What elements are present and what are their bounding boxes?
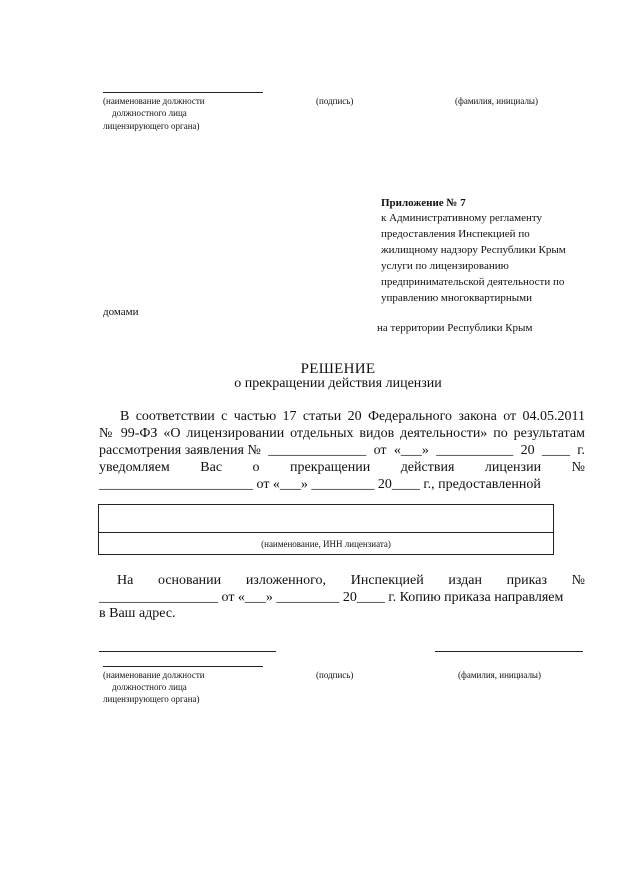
p1-line-2: № 99-ФЗ «О лицензировании отдельных видов деятельности» по результатам	[99, 426, 585, 441]
licensee-box	[98, 504, 554, 555]
p2-line-2: _________________ от «___» _________ 20____ г. Копию приказа направляем	[99, 590, 564, 605]
top-position-line	[103, 92, 263, 93]
p1-line-3-part: от	[373, 443, 387, 458]
p2-line-1-word: издан	[448, 573, 482, 588]
top-position-label-2: должностного лица	[112, 108, 187, 118]
p2-line-1-word: Инспекцией	[350, 573, 424, 588]
p2-line-1-word: основании	[157, 573, 222, 588]
p2-line-1-word: изложенного,	[245, 573, 327, 588]
p2-line-1-word: приказ	[506, 573, 547, 588]
p2-line-1	[117, 572, 585, 589]
document-title: РЕШЕНИЕ	[300, 361, 376, 377]
appendix-line-2: предоставления Инспекцией по	[381, 228, 530, 240]
bottom-position-label-3: лицензирующего органа)	[103, 694, 200, 704]
bottom-signature-line-left	[99, 651, 276, 652]
bottom-signature-line-right	[435, 651, 583, 652]
appendix-stray-word: домами	[103, 306, 139, 318]
p1-line-4-word: прекращении	[290, 460, 371, 475]
p2-line-3: в Ваш адрес.	[99, 606, 176, 621]
p1-line-3-part: ______________	[268, 443, 367, 458]
p2-line-1-word: На	[117, 573, 134, 588]
p1-line-4-word: о	[252, 460, 260, 475]
licensee-box-divider	[99, 532, 553, 533]
p1-line-1: В соответствии с частью 17 статьи 20 Федерального закона от 04.05.2011	[120, 409, 585, 424]
p1-line-3-part: ___________	[436, 443, 514, 458]
top-position-label-3: лицензирующего органа)	[103, 121, 200, 131]
bottom-name-label: (фамилия, инициалы)	[458, 670, 541, 680]
bottom-position-label-1: (наименование должности	[103, 670, 205, 680]
appendix-line-3: жилищному надзору Республики Крым	[381, 244, 566, 256]
appendix-line-1: к Административному регламенту	[381, 212, 543, 224]
appendix-line-5: предпринимательской деятельности по	[381, 276, 565, 288]
p1-line-3-part: г.	[577, 443, 585, 458]
bottom-signature-label: (подпись)	[316, 670, 354, 680]
p1-line-3-part: «___»	[393, 443, 429, 458]
p1-line-4-word: уведомляем	[99, 460, 170, 475]
top-name-label: (фамилия, инициалы)	[455, 96, 538, 106]
p1-line-4-word: действия	[400, 460, 455, 475]
bottom-position-line	[103, 666, 263, 667]
bottom-position-label-2: должностного лица	[112, 682, 187, 692]
licensee-box-caption: (наименование, ИНН лицензиата)	[261, 539, 391, 549]
p1-line-3	[99, 442, 585, 459]
p1-line-4	[99, 459, 585, 476]
top-position-label-1: (наименование должности	[103, 96, 205, 106]
appendix-last-line: на территории Республики Крым	[377, 322, 533, 334]
p1-line-3-part: рассмотрения заявления №	[99, 443, 261, 458]
p1-line-4-word: №	[571, 460, 585, 475]
p1-line-3-part: ____	[541, 443, 570, 458]
p1-line-4-word: Вас	[200, 460, 223, 475]
top-signature-label: (подпись)	[316, 96, 354, 106]
p1-line-3-part: 20	[520, 443, 535, 458]
p1-line-4-word: лицензии	[484, 460, 542, 475]
document-subtitle: о прекращении действия лицензии	[234, 376, 442, 391]
appendix-title: Приложение № 7	[381, 197, 466, 209]
appendix-line-6: управлению многоквартирными	[381, 292, 532, 304]
appendix-line-4: услуги по лицензированию	[381, 260, 509, 272]
p1-line-5: ______________________ от «___» _________ 20____ г., предоставленной	[99, 477, 541, 492]
p2-line-1-word: №	[571, 573, 585, 588]
